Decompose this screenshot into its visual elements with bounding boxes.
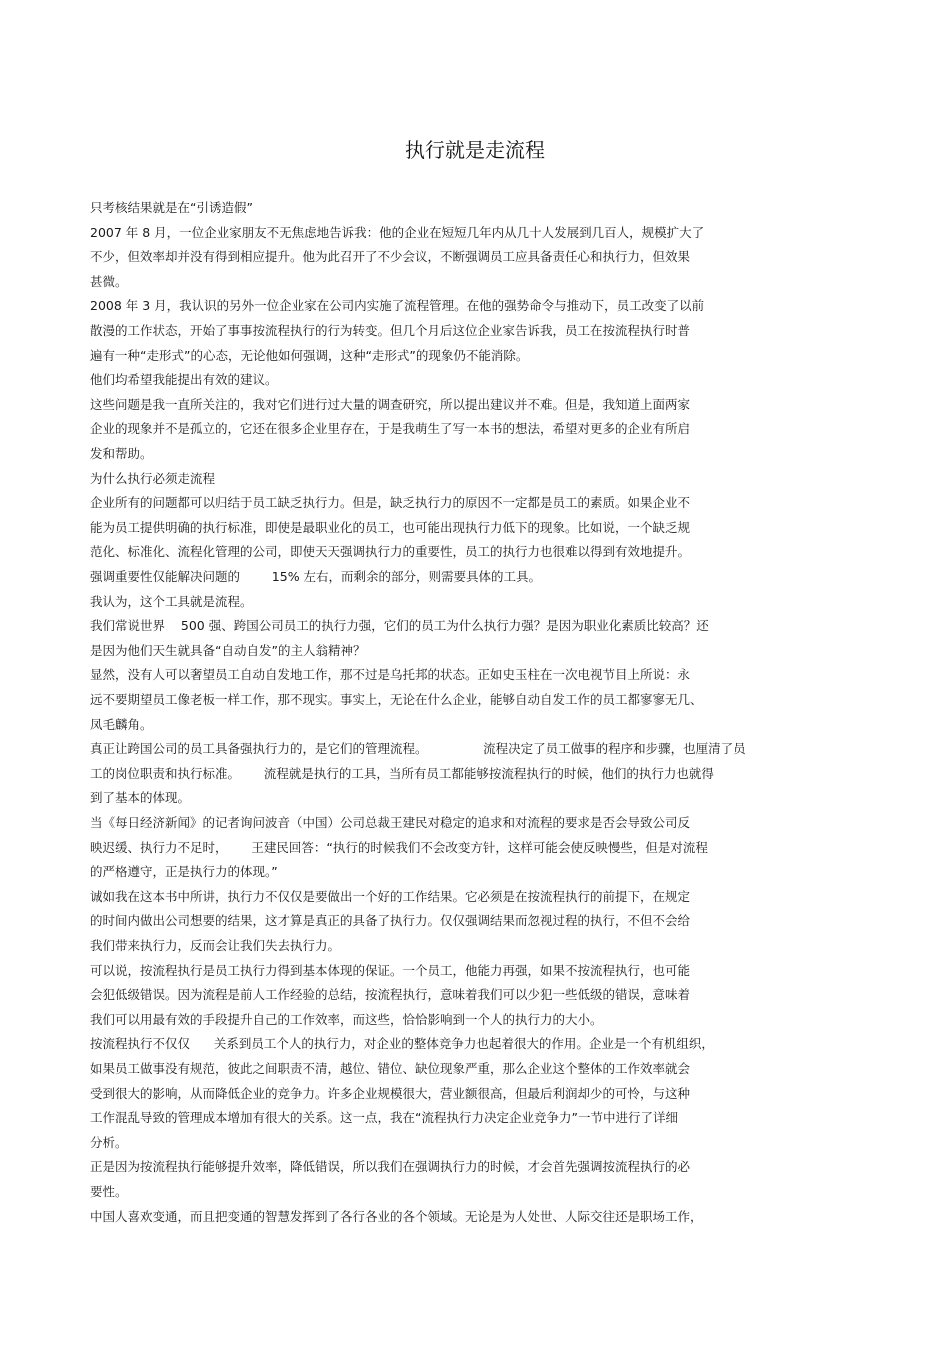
text-line: 能为员工提供明确的执行标准，即使是最职业化的员工，也可能出现执行力低下的现象。比如说，一个缺乏规 (90, 519, 691, 535)
text-line: 这些问题是我一直所关注的，我对它们进行过大量的调查研究，所以提出建议并不难。但是，我知道上面两家 (90, 396, 691, 412)
text-line: 我们可以用最有效的手段提升自己的工作效率，而这些，恰恰影响到一个人的执行力的大小。 (90, 1011, 603, 1027)
text-line: 我们带来执行力，反而会让我们失去执行力。 (90, 938, 341, 953)
text-line: 映迟缓、执行力不足时， 王建民回答：“执行的时候我们不会改变方针，这样可能会使反映慢些，但是对流程 (90, 839, 708, 855)
text-line: 范化、标准化、流程化管理的公司，即使天天强调执行力的重要性，员工的执行力也很难以得到有效地提升。 (90, 544, 691, 560)
text-line: 真正让跨国公司的员工具备强执行力的，是它们的管理流程。 流程决定了员工做事的程序和步骤，也厘清了员 (90, 741, 746, 757)
text-line: 到了基本的体现。 (90, 790, 191, 806)
text-line: 2007 年 8 月，一位企业家朋友不无焦虑地告诉我：他的企业在短短几年内从几十人发展到几百人，规模扩大了 (90, 224, 705, 240)
text-line: 企业的现象并不是孤立的，它还在很多企业里存在，于是我萌生了写一本书的想法，希望对更多的企业有所启 (90, 421, 691, 437)
text-line: 工作混乱导致的管理成本增加有很大的关系。这一点，我在“流程执行力决定企业竞争力”一节中进行了详细 (90, 1110, 678, 1126)
text-line: 远不要期望员工像老板一样工作，那不现实。事实上，无论在什么企业，能够自动自发工作的员工都寥寥无几、 (90, 692, 703, 707)
text-line: 如果员工做事没有规范，彼此之间职责不清，越位、错位、缺位现象严重，那么企业这个整体的工作效率就会 (90, 1061, 691, 1076)
text-line: 可以说，按流程执行是员工执行力得到基本体现的保证。一个员工，他能力再强，如果不按流程执行，也可能 (90, 962, 691, 978)
text-line: 是因为他们天生就具备“自动自发”的主人翁精神？ (90, 642, 366, 658)
text-line: 当《每日经济新闻》的记者询问波音（中国）公司总裁王建民对稳定的追求和对流程的要求是否会导致公司反 (90, 815, 691, 830)
text-line: 我们常说世界 500 强、跨国公司员工的执行力强，它们的员工为什么执行力强？是因为职业化素质比较高？还 (90, 618, 709, 634)
text-line: 企业所有的问题都可以归结于员工缺乏执行力。但是，缺乏执行力的原因不一定都是员工的素质。如果企业不 (90, 495, 691, 511)
text-line: 的时间内做出公司想要的结果，这才算是真正的具备了执行力。仅仅强调结果而忽视过程的执行，不但不会给 (90, 913, 691, 929)
text-line: 遍有一种“走形式”的心态，无论他如何强调，这种“走形式”的现象仍不能消除。 (90, 347, 529, 363)
text-line: 诚如我在这本书中所讲，执行力不仅仅是要做出一个好的工作结果。它必须是在按流程执行的前提下，在规定 (90, 888, 691, 904)
text-line: 正是因为按流程执行能够提升效率，降低错误，所以我们在强调执行力的时候，才会首先强调按流程执行的必 (90, 1159, 691, 1175)
text-line: 发和帮助。 (90, 446, 153, 461)
document-title: 执行就是走流程 (405, 138, 545, 162)
text-line: 显然，没有人可以奢望员工自动自发地工作，那不过是乌托邦的状态。正如史玉柱在一次电视节目上所说：永 (90, 667, 691, 683)
text-line: 甚微。 (90, 273, 128, 289)
text-line: 散漫的工作状态，开始了事事按流程执行的行为转变。但几个月后这位企业家告诉我，员工在按流程执行时普 (90, 323, 691, 338)
text-line: 分析。 (90, 1134, 128, 1150)
text-line: 工的岗位职责和执行标准。 流程就是执行的工具，当所有员工都能够按流程执行的时候，他们的执行力也就得 (90, 765, 714, 781)
text-line: 我认为，这个工具就是流程。 (90, 593, 253, 609)
text-line: 为什么执行必须走流程 (90, 470, 216, 486)
text-line: 按流程执行不仅仅 关系到员工个人的执行力，对企业的整体竞争力也起着很大的作用。企业是一个有机组织， (90, 1036, 714, 1052)
text-line: 要性。 (90, 1184, 128, 1199)
text-line: 会犯低级错误。因为流程是前人工作经验的总结，按流程执行，意味着我们可以少犯一些低级的错误，意味着 (90, 987, 691, 1003)
text-line: 的严格遵守，正是执行力的体现。” (90, 864, 278, 880)
text-line: 不少，但效率却并没有得到相应提升。他为此召开了不少会议，不断强调员工应具备责任心和执行力，但效果 (90, 249, 691, 265)
text-line: 中国人喜欢变通，而且把变通的智慧发挥到了各行各业的各个领域。无论是为人处世、人际交往还是职场工作， (90, 1208, 703, 1224)
text-line: 只考核结果就是在“引诱造假” (90, 200, 253, 215)
text-line: 受到很大的影响，从而降低企业的竞争力。许多企业规模很大，营业额很高，但最后利润却少的可怜，与这种 (90, 1085, 691, 1101)
text-line: 2008 年 3 月，我认识的另外一位企业家在公司内实施了流程管理。在他的强势命令与推动下，员工改变了以前 (90, 298, 705, 314)
text-line: 他们均希望我能提出有效的建议。 (90, 372, 278, 388)
text-line: 凤毛麟角。 (90, 716, 153, 732)
text-line: 强调重要性仅能解决问题的 15% 左右，而剩余的部分，则需要具体的工具。 (90, 569, 542, 584)
